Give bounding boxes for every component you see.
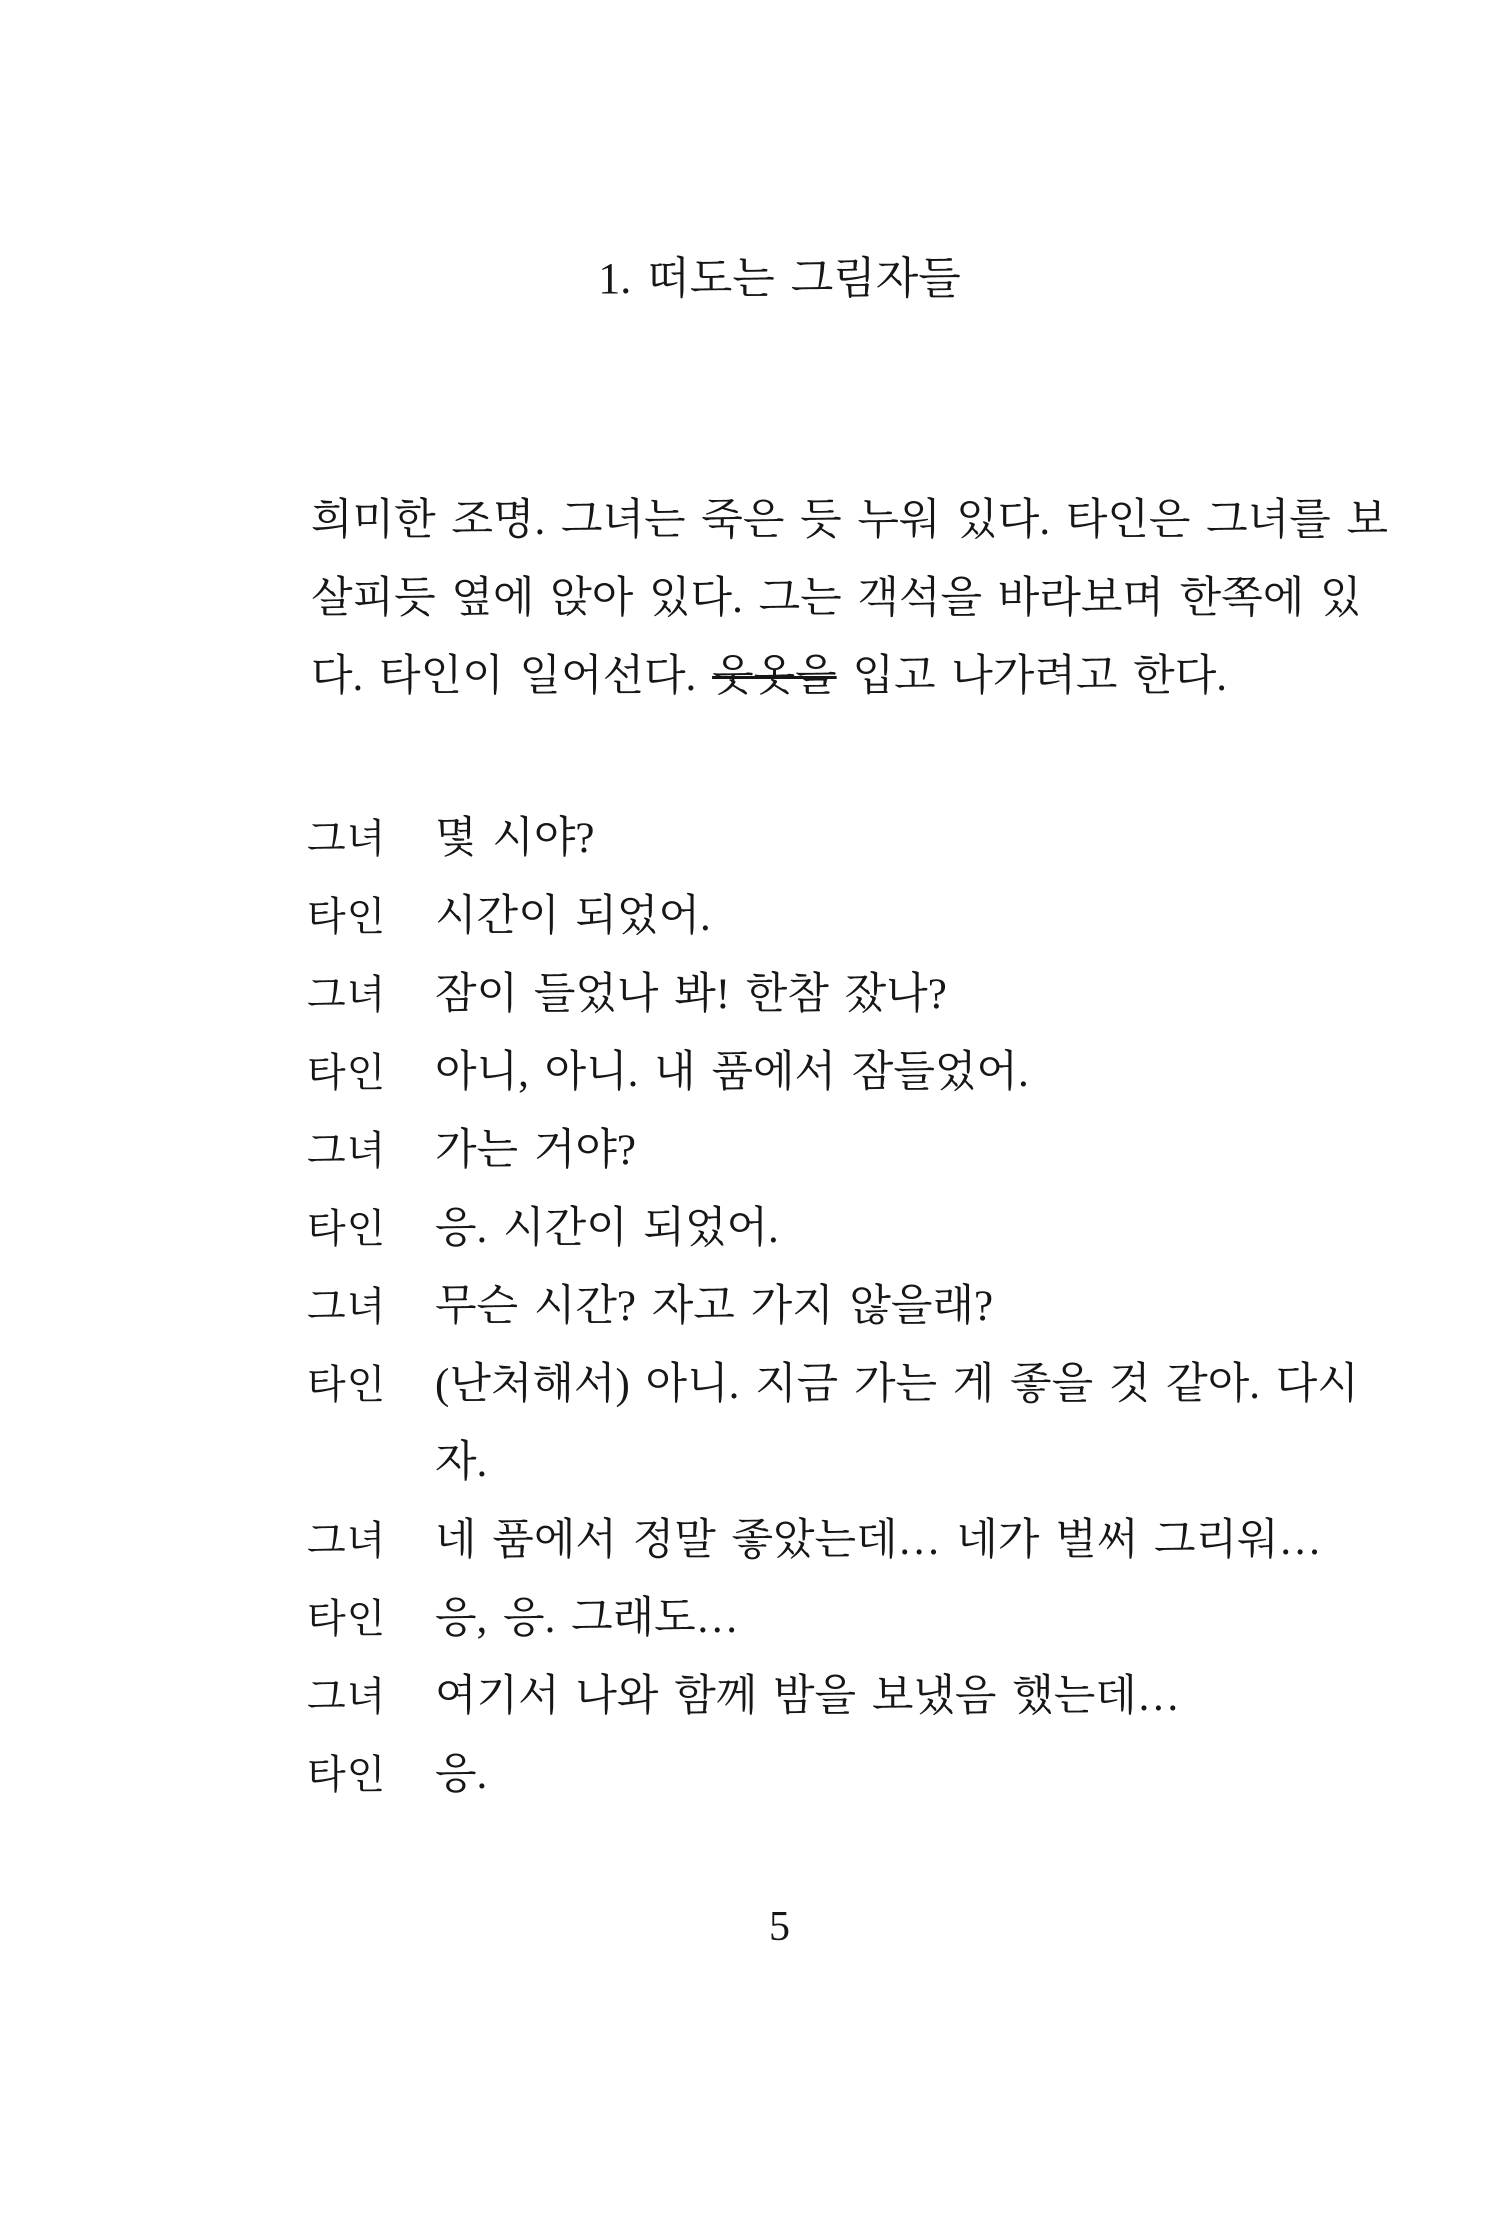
speaker-name: 그녀	[307, 817, 387, 861]
stage-text: 살피듯 옆에 앉아 있다. 그는 객석을 바라보며 한쪽에 있	[311, 575, 1362, 622]
stage-direction-line	[311, 638, 1291, 716]
dialogue-row	[307, 1268, 1307, 1346]
speaker-name: 그녀	[307, 1519, 387, 1563]
dialogue-row	[307, 878, 1307, 956]
speech-text: 잠이 들었나 봐! 한참 잤나?	[435, 971, 947, 1018]
dialogue-row	[307, 1658, 1307, 1736]
speaker-name: 타인	[307, 1051, 387, 1095]
scene-title: 1. 떠도는 그림자들	[598, 254, 961, 303]
speaker-name: 타인	[307, 1207, 387, 1251]
speech-text: 응, 응. 그래도…	[435, 1595, 739, 1642]
speaker-name: 그녀	[307, 1129, 387, 1173]
speaker-name: 그녀	[307, 1675, 387, 1719]
stage-text: 입고 나가려고 한다.	[836, 653, 1227, 700]
speech-text: 여기서 나와 함께 밤을 보냈음 했는데…	[435, 1673, 1180, 1720]
dialogue-row	[307, 956, 1307, 1034]
speech-text: 네 품에서 정말 좋았는데… 네가 벌써 그리워…	[435, 1517, 1322, 1564]
dialogue-row	[307, 1580, 1307, 1658]
speaker-name: 타인	[307, 895, 387, 939]
speech-text: 응.	[435, 1751, 488, 1798]
speech-text: 몇 시야?	[435, 815, 595, 862]
speaker-name: 타인	[307, 1363, 387, 1407]
dialogue-row	[307, 1112, 1307, 1190]
dialogue-row	[307, 800, 1307, 878]
speech-text: 자.	[435, 1439, 488, 1486]
speaker-name: 타인	[307, 1597, 387, 1641]
speech-text: 무슨 시간? 자고 가지 않을래?	[435, 1283, 994, 1330]
stage-text: 희미한 조명. 그녀는 죽은 듯 누워 있다. 타인은 그녀를 보	[311, 497, 1389, 544]
speech-text: (난처해서) 아니. 지금 가는 게 좋을 것 같아. 다시	[435, 1361, 1359, 1408]
speaker-name: 그녀	[307, 973, 387, 1017]
speech-text: 가는 거야?	[435, 1127, 636, 1174]
dialogue-list	[307, 800, 1359, 1814]
dialogue-row	[307, 1346, 1359, 1424]
speaker-name: 그녀	[307, 1285, 387, 1329]
dialogue-row	[307, 1424, 1307, 1502]
stage-direction	[311, 482, 1389, 716]
dialogue-row	[307, 1502, 1322, 1580]
stage-direction-line	[311, 482, 1389, 560]
dialogue-row	[307, 1034, 1307, 1112]
page-number: 5	[769, 1904, 790, 1950]
stage-text: 다. 타인이 일어선다.	[311, 653, 713, 700]
struck-text: 웃옷을	[712, 653, 837, 700]
stage-direction-line	[311, 560, 1362, 638]
dialogue-row	[307, 1736, 1307, 1814]
speech-text: 응. 시간이 되었어.	[435, 1205, 779, 1252]
speaker-name: 타인	[307, 1753, 387, 1797]
speech-text: 시간이 되었어.	[435, 893, 711, 940]
speech-text: 아니, 아니. 내 품에서 잠들었어.	[435, 1049, 1029, 1096]
dialogue-row	[307, 1190, 1307, 1268]
